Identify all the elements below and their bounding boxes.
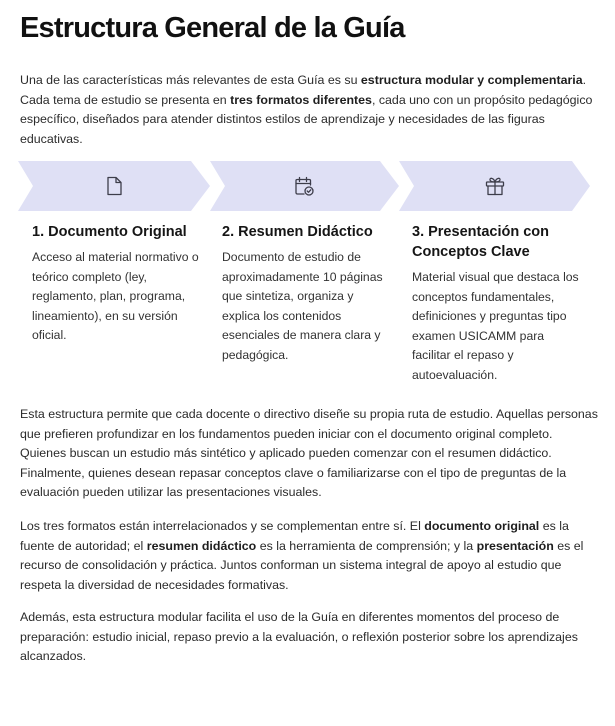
para3-text-3: es la herramienta de comprensión; y la bbox=[256, 538, 477, 553]
format-steps-bar bbox=[18, 161, 600, 211]
format-description: Documento de estudio de aproximadamente 10 páginas que sintetiza, organiza y explica los contenidos esenciales de manera clara y pedagógica. bbox=[222, 250, 383, 362]
intro-bold-2: tres formatos diferentes bbox=[230, 92, 372, 107]
para3-text-4: es el recurso de consolidación y práctica. Juntos conforman un sistema integral de apoyo al estudio que respeta la diversidad de necesidades formativas. bbox=[20, 538, 584, 592]
chevron-step-1 bbox=[18, 161, 210, 211]
format-title: 3. Presentación con Conceptos Clave bbox=[412, 224, 549, 260]
paragraph-modular-use: Además, esta estructura modular facilita el uso de la Guía en diferentes momentos del proceso de preparación: estudio inicial, repaso previo a la evaluación, o reflexión posterior sobre los aprendizajes alcanzados. bbox=[20, 610, 578, 663]
format-title: 1. Documento Original bbox=[32, 224, 187, 240]
para3-bold-3: presentación bbox=[476, 538, 554, 553]
chevron-steps bbox=[18, 161, 600, 211]
para3-text-1: Los tres formatos están interrelacionados y se complementan entre sí. El bbox=[20, 519, 425, 533]
intro-bold-1: estructura modular y complementaria bbox=[360, 73, 583, 87]
format-card-2 bbox=[222, 222, 392, 366]
paragraph-interrelation bbox=[20, 517, 598, 595]
para3-bold-2: resumen didáctico bbox=[146, 538, 257, 553]
format-card-1 bbox=[32, 222, 202, 346]
format-card-3 bbox=[412, 222, 582, 386]
intro-text-2: . Cada tema de estudio se presenta en bbox=[20, 73, 587, 107]
intro-text-3: , cada uno con un propósito pedagógico específico, diseñados para atender distintos estilos de aprendizaje y necesidades de las figuras educativas. bbox=[20, 92, 593, 146]
format-description: Acceso al material normativo o teórico completo (ley, reglamento, plan, programa, lineamiento), en su versión oficial. bbox=[32, 250, 199, 343]
intro-text-1: Una de las características más relevantes de esta Guía es su bbox=[20, 73, 361, 87]
page-title: Estructura General de la Guía bbox=[20, 12, 405, 44]
chevron-step-2 bbox=[210, 161, 399, 211]
para3-text-2: es la fuente de autoridad; el bbox=[20, 519, 569, 553]
format-title: 2. Resumen Didáctico bbox=[222, 224, 373, 240]
paragraph-study-routes: Esta estructura permite que cada docente o directivo diseñe su propia ruta de estudio. Aquellas personas que prefieren profundizar en los fundamentos pueden iniciar con el documento original completo. Quienes buscan un estudio más sintético y aplicado pueden comenzar con el resumen didáctico. Finalmente, quienes desean repasar conceptos clave o familiarizarse con el tipo de preguntas de la evaluación pueden utilizar las presentaciones visuales. bbox=[20, 407, 598, 499]
format-description: Material visual que destaca los conceptos fundamentales, definiciones y preguntas tipo examen USICAMM para facilitar el repaso y autoevaluación. bbox=[412, 270, 579, 382]
intro-paragraph bbox=[20, 71, 595, 149]
para3-bold-1: documento original bbox=[424, 519, 540, 533]
